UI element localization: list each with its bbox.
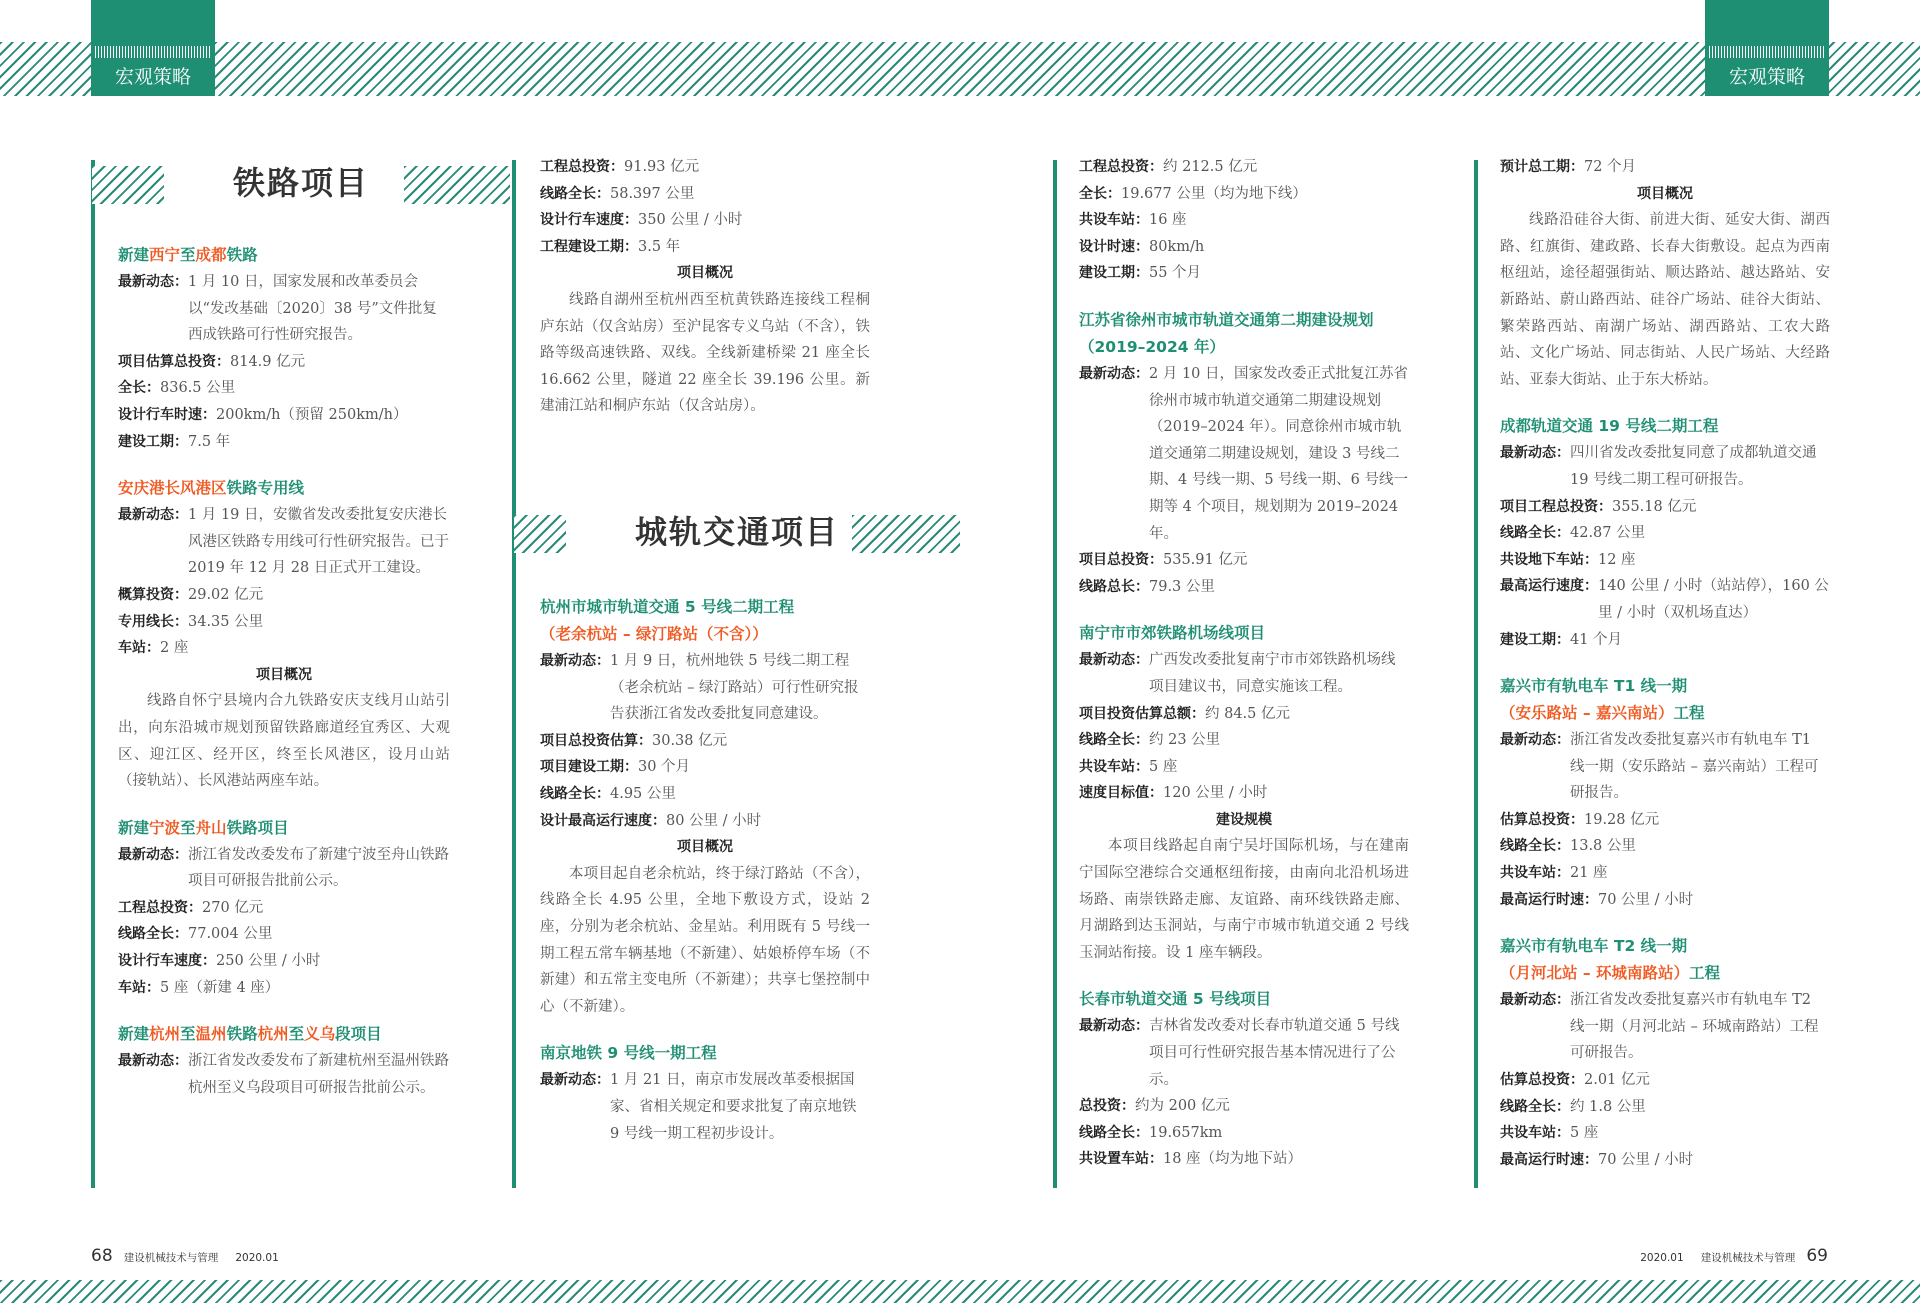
info-value: 浙江省发改委批复嘉兴市有轨电车 T1 线一期（安乐路站 – 嘉兴南站）工程可研报告。 (1570, 732, 1819, 802)
section-tag-left (91, 0, 215, 96)
metro-section-heading (514, 507, 960, 551)
info-label: 项目建设工期： (540, 759, 638, 776)
project-title-part: 西宁 (149, 246, 181, 264)
rail-section-heading (92, 158, 510, 202)
info-row (540, 781, 870, 808)
info-row (118, 842, 450, 895)
info-label: 线路全长： (1079, 732, 1149, 749)
barcode-icon (1709, 46, 1825, 58)
project-title-part: 铁路 (226, 1025, 258, 1044)
project-title (1500, 413, 1830, 440)
info-label: 建设工期： (118, 433, 188, 450)
metro-section-title: 城轨交通项目 (634, 513, 839, 551)
info-value: 30.38 亿元 (652, 732, 728, 749)
info-value: 3.5 年 (638, 238, 681, 255)
info-value: 7.5 年 (188, 433, 231, 450)
info-value: 2.01 亿元 (1584, 1072, 1650, 1089)
info-row (118, 582, 450, 609)
project-title (1079, 986, 1409, 1013)
overview-paragraph: 本项目线路起自南宁吴圩国际机场，与在建南宁国际空港综合交通枢纽衔接，由南向北沿机场进场路、南崇铁路走廊、友谊路、南环线铁路走廊、月湖路到达玉洞站，与南宁市城市轨道交通 2 号线玉洞站衔接。设 1 座车辆段。 (1079, 838, 1409, 961)
project-title-part: （安乐路站 – 嘉兴南站） (1500, 704, 1674, 723)
column-3 (1079, 154, 1409, 1193)
overview-paragraph: 线路自怀宁县境内合九铁路安庆支线月山站引出，向东沿城市规划预留铁路廊道经宜秀区、大观区、迎江区、经开区，终至长风港区，设月山站（接轨站）、长风港站两座车站。 (118, 693, 450, 790)
info-row (1079, 647, 1409, 700)
info-value: 350 公里 / 小时 (638, 212, 743, 229)
info-label: 全长： (118, 380, 160, 397)
barcode-icon (95, 46, 211, 58)
info-value: 5 座 (1570, 1125, 1599, 1142)
project-block (118, 242, 450, 455)
project-title-part: 段项目 (335, 1025, 382, 1044)
overview-paragraph: 本项目起自老余杭站，终于绿汀路站（不含），线路全长 4.95 公里，全地下敷设方式，设站 2 座，分别为老余杭站、金星站。利用既有 5 号线一期工程五常车辆基地（不新建）、姑娘桥停车场（不新建）和五常主变电所（不新建）；共享七堡控制中心（不新建）。 (540, 865, 870, 1015)
column-2-top (540, 154, 870, 440)
info-row (118, 635, 450, 662)
info-value: 1 月 10 日，国家发展和改革委员会以“发改基础〔2020〕38 号”文件批复西成铁路可行性研究报告。 (188, 274, 437, 344)
info-row (1500, 494, 1830, 521)
project-block (540, 154, 870, 420)
info-value: 12 座 (1598, 551, 1636, 568)
info-row (1500, 860, 1830, 887)
footer-stripe (0, 1280, 1920, 1303)
project-block (1500, 933, 1830, 1173)
project-title (540, 594, 870, 648)
project-title-part: 温州 (195, 1025, 227, 1044)
info-row (1079, 780, 1409, 807)
info-label: 最新动态： (1079, 365, 1149, 382)
info-label: 线路全长： (1500, 838, 1570, 855)
project-block (1500, 413, 1830, 653)
info-row (540, 207, 870, 234)
info-value: 58.397 公里 (610, 185, 695, 202)
info-row (540, 181, 870, 208)
info-row (540, 1067, 870, 1147)
info-row (540, 754, 870, 781)
info-value: 34.35 公里 (188, 613, 264, 630)
project-title (118, 815, 450, 842)
info-value: 约 212.5 亿元 (1163, 159, 1258, 175)
info-row (1500, 573, 1830, 626)
info-row (1500, 987, 1830, 1067)
info-value: 29.02 亿元 (188, 586, 264, 603)
info-value: 约 1.8 公里 (1570, 1098, 1646, 1115)
project-title-part: 新建 (118, 1025, 150, 1044)
project-title-part: 义乌 (304, 1025, 336, 1044)
info-row (1500, 547, 1830, 574)
project-title-part: 杭州市城市轨道交通 5 号线二期工程 (540, 598, 795, 616)
info-label: 线路全长： (118, 926, 188, 943)
info-label: 设计行车时速： (118, 406, 216, 423)
info-label: 最高运行时速： (1500, 1151, 1598, 1168)
info-label: 共设车站： (1079, 758, 1149, 775)
info-label: 线路全长： (1079, 1124, 1149, 1141)
info-label: 最新动态： (1079, 652, 1149, 669)
info-value: 42.87 公里 (1570, 525, 1646, 542)
info-row (1079, 234, 1409, 261)
info-label: 项目投资估算总额： (1079, 705, 1205, 722)
info-row (1079, 1120, 1409, 1147)
info-label: 线路全长： (1500, 1098, 1570, 1115)
project-title (118, 475, 450, 502)
project-title-part: 长春市轨道交通 5 号线项目 (1079, 990, 1272, 1009)
info-label: 估算总投资： (1500, 1072, 1584, 1089)
info-label: 最新动态： (118, 507, 188, 524)
info-value: 250 公里 / 小时 (216, 953, 321, 970)
info-row (1079, 727, 1409, 754)
info-label: 最新动态： (118, 846, 188, 863)
project-title-part: 铁路项目 (226, 818, 289, 837)
subheading: 项目概况 (677, 265, 733, 282)
project-title-part: 宁波 (149, 818, 181, 837)
footer-left (91, 1246, 285, 1266)
info-label: 项目工程总投资： (1500, 498, 1612, 515)
info-row (1500, 887, 1830, 914)
column-4 (1500, 154, 1830, 1193)
info-label: 速度目标值： (1079, 785, 1163, 802)
magazine-name: 建设机械技术与管理 (1700, 1252, 1796, 1264)
info-row (118, 375, 450, 402)
info-value: 200km/h（预留 250km/h） (216, 406, 408, 423)
column-rule (512, 160, 516, 1188)
info-row (118, 1048, 450, 1101)
project-block (540, 1040, 870, 1147)
overview-paragraph: 线路沿硅谷大街、前进大街、延安大街、湖西路、红旗街、建政路、长春大街敷设。起点为西南枢纽站，途径超强街站、顺达路站、越达路站、安新路站、蔚山路西站、硅谷广场站、硅谷大街站、繁荣路西站、南湖广场站、湖西路站、工农大路站、文化广场站、同志街站、人民广场站、大经路站、亚泰大街站、止于东大桥站。 (1500, 212, 1830, 388)
section-tag-label: 宏观策略 (1728, 66, 1805, 88)
rail-section-title: 铁路项目 (232, 164, 369, 202)
column-rule (1474, 160, 1478, 1188)
info-label: 共设车站： (1079, 212, 1149, 229)
info-row (1500, 627, 1830, 654)
info-value: 四川省发改委批复同意了成都轨道交通 19 号线二期工程可研报告。 (1570, 445, 1817, 488)
info-label: 共设车站： (1500, 865, 1570, 882)
info-row (118, 975, 450, 1002)
info-value: 70 公里 / 小时 (1598, 1151, 1694, 1168)
project-title (118, 1021, 450, 1048)
info-value: 70 公里 / 小时 (1598, 891, 1694, 908)
project-title-part: 工程 (1689, 964, 1721, 983)
page-number: 68 (91, 1246, 113, 1266)
info-label: 工程建设工期： (540, 238, 638, 255)
info-row (1079, 260, 1409, 287)
info-label: 共设车站： (1500, 1125, 1570, 1142)
info-label: 估算总投资： (1500, 811, 1584, 828)
section-tag-right (1705, 0, 1829, 96)
subheading: 项目概况 (677, 839, 733, 856)
info-value: 814.9 亿元 (230, 353, 306, 370)
info-label: 最新动态： (1500, 992, 1570, 1009)
info-label: 总投资： (1079, 1098, 1135, 1115)
info-value: 16 座 (1149, 212, 1187, 229)
project-title-part: 安庆港长风港区 (118, 479, 227, 498)
info-label: 最新动态： (1079, 1018, 1149, 1035)
info-row (118, 948, 450, 975)
info-label: 设计时速： (1079, 238, 1149, 255)
project-title-part: 南宁市市郊铁路机场线项目 (1079, 624, 1266, 643)
info-label: 全长： (1079, 185, 1121, 202)
project-title-part: 南京地铁 9 号线一期工程 (540, 1044, 717, 1063)
info-value: 836.5 公里 (160, 380, 236, 397)
info-value: 79.3 公里 (1149, 578, 1215, 595)
project-title-part: 杭州 (257, 1025, 289, 1044)
info-label: 最高运行时速： (1500, 891, 1598, 908)
info-label: 工程总投资： (1079, 159, 1163, 175)
info-label: 项目总投资估算： (540, 732, 652, 749)
project-title-part: 工程 (1673, 704, 1705, 723)
info-value: 18 座（均为地下站） (1163, 1151, 1303, 1168)
info-value: 55 个月 (1149, 265, 1202, 282)
info-label: 建设工期： (1079, 265, 1149, 282)
project-title-part: 铁路 (226, 246, 258, 264)
info-row (1079, 754, 1409, 781)
info-row (540, 154, 870, 181)
info-row (540, 648, 870, 728)
info-label: 设计行车速度： (540, 212, 638, 229)
info-row (118, 895, 450, 922)
info-row (1500, 1094, 1830, 1121)
project-title-part: 至 (180, 818, 196, 837)
info-value: 2 座 (160, 640, 189, 657)
info-value: 13.8 公里 (1570, 838, 1636, 855)
info-label: 工程总投资： (118, 899, 202, 916)
project-title (1500, 673, 1830, 727)
info-row (540, 234, 870, 261)
info-row (1500, 440, 1830, 493)
info-value: 1 月 21 日，南京市发展改革委根据国家、省相关规定和要求批复了南京地铁 9 号线一期工程初步设计。 (610, 1072, 857, 1142)
info-value: 120 公里 / 小时 (1163, 785, 1268, 802)
info-label: 工程总投资： (540, 159, 624, 175)
info-label: 设计行车速度： (118, 953, 216, 970)
info-value: 19.28 亿元 (1584, 811, 1660, 828)
info-label: 最新动态： (540, 653, 610, 669)
info-row (1500, 154, 1830, 181)
project-title-part: 成都 (195, 246, 227, 264)
project-title-part: 新建 (118, 246, 150, 264)
project-block (118, 1021, 450, 1101)
info-value: 吉林省发改委对长春市轨道交通 5 号线项目可行性研究报告基本情况进行了公示。 (1149, 1018, 1400, 1088)
column-rule (1053, 160, 1057, 1188)
project-title-part: 江苏省徐州市城市轨道交通第二期建设规划（2019–2024 年） (1079, 310, 1374, 356)
info-value: 1 月 9 日，杭州地铁 5 号线二期工程（老余杭站 – 绿汀路站）可行性研究报告获浙江省发改委批复同意建设。 (610, 653, 859, 723)
project-title-part: 成都轨道交通 19 号线二期工程 (1500, 417, 1719, 436)
info-row (1079, 1093, 1409, 1120)
info-value: 19.657km (1149, 1124, 1223, 1141)
info-value: 80 公里 / 小时 (666, 812, 762, 829)
info-row (118, 921, 450, 948)
info-value: 浙江省发改委批复嘉兴市有轨电车 T2 线一期（月河北站 – 环城南路站）工程可研报告。 (1570, 992, 1819, 1062)
project-title-part: （老余杭站 – 绿汀路站（不含）） (540, 625, 768, 643)
project-block (1079, 307, 1409, 600)
info-value: 约为 200 亿元 (1135, 1098, 1230, 1115)
info-value: 270 亿元 (202, 899, 264, 916)
info-value: 41 个月 (1570, 631, 1623, 648)
project-block (1079, 986, 1409, 1173)
info-value: 约 84.5 亿元 (1205, 705, 1291, 722)
footer-right (1634, 1246, 1828, 1266)
info-value: 77.004 公里 (188, 926, 273, 943)
info-row (540, 808, 870, 835)
project-title (1079, 620, 1409, 647)
info-value: 21 座 (1570, 865, 1608, 882)
info-label: 项目估算总投资： (118, 353, 230, 370)
info-label: 最新动态： (1500, 732, 1570, 749)
info-value: 30 个月 (638, 759, 691, 776)
info-label: 最新动态： (540, 1072, 610, 1089)
info-row (1079, 154, 1409, 181)
project-block (118, 475, 450, 795)
info-value: 5 座（新建 4 座） (160, 979, 280, 996)
subheading: 建设规模 (1216, 811, 1272, 828)
info-label: 概算投资： (118, 586, 188, 603)
section-tag-label: 宏观策略 (114, 66, 191, 88)
project-block (118, 815, 450, 1002)
info-value: 1 月 19 日，安徽省发改委批复安庆港长风港区铁路专用线可行性研究报告。已于 2019 年 12 月 28 日正式开工建设。 (188, 507, 449, 577)
project-title-part: 新建 (118, 818, 150, 837)
project-title (540, 1040, 870, 1067)
project-title-part: 嘉兴市有轨电车 T2 线一期 (1500, 937, 1688, 956)
info-value: 80km/h (1149, 238, 1205, 255)
subheading: 项目概况 (256, 666, 312, 683)
info-label: 项目总投资： (1079, 552, 1163, 569)
project-title-part: 嘉兴市有轨电车 T1 线一期 (1500, 677, 1688, 696)
info-row (1079, 207, 1409, 234)
info-row (118, 502, 450, 582)
info-label: 预计总工期： (1500, 159, 1584, 175)
subheading: 项目概况 (1637, 185, 1693, 202)
info-value: 浙江省发改委发布了新建宁波至舟山铁路项目可研报告批前公示。 (188, 846, 449, 890)
project-title-part: 杭州 (149, 1025, 181, 1044)
info-label: 最新动态： (1500, 445, 1570, 462)
info-label: 共设置车站： (1079, 1151, 1163, 1168)
info-row (118, 609, 450, 636)
info-row (1500, 727, 1830, 807)
project-block (1079, 154, 1409, 287)
info-row (1500, 807, 1830, 834)
project-title-part: 舟山 (195, 818, 227, 837)
column-rule (91, 160, 95, 1188)
info-row (540, 728, 870, 755)
project-title-part: 至 (180, 246, 196, 264)
info-label: 最新动态： (118, 1053, 188, 1070)
info-row (118, 349, 450, 376)
info-label: 车站： (118, 640, 160, 657)
info-label: 线路全长： (1500, 525, 1570, 542)
project-title (1079, 307, 1409, 361)
info-row (1079, 181, 1409, 208)
info-label: 最高运行速度： (1500, 578, 1598, 595)
project-block (1079, 620, 1409, 966)
info-row (1500, 833, 1830, 860)
info-value: 355.18 亿元 (1612, 498, 1697, 515)
header-stripe (0, 42, 1920, 96)
info-label: 共设地下车站： (1500, 551, 1598, 568)
info-label: 专用线长： (118, 613, 188, 630)
project-block (1500, 154, 1830, 393)
info-value: 19.677 公里（均为地下线） (1121, 185, 1307, 202)
info-label: 线路全长： (540, 185, 610, 202)
info-row (118, 402, 450, 429)
project-title (1500, 933, 1830, 987)
project-title-part: 铁路专用线 (226, 479, 305, 498)
column-1 (118, 242, 450, 1121)
info-label: 建设工期： (1500, 631, 1570, 648)
info-value: 广西发改委批复南宁市市郊铁路机场线项目建议书，同意实施该工程。 (1149, 652, 1396, 695)
info-row (118, 429, 450, 456)
info-row (1079, 701, 1409, 728)
info-value: 140 公里 / 小时（站站停），160 公里 / 小时（双机场直达） (1598, 578, 1829, 621)
project-title-part: 至 (180, 1025, 196, 1044)
info-value: 浙江省发改委发布了新建杭州至温州铁路杭州至义乌段项目可研报告批前公示。 (188, 1053, 449, 1096)
info-row (1079, 1146, 1409, 1173)
info-value: 4.95 公里 (610, 785, 676, 802)
project-block (1500, 673, 1830, 913)
project-title-part: （月河北站 – 环城南路站） (1500, 964, 1690, 983)
info-row (1500, 1067, 1830, 1094)
issue: 2020.01 (1640, 1252, 1684, 1264)
info-row (1079, 574, 1409, 601)
info-label: 车站： (118, 979, 160, 996)
info-row (1079, 361, 1409, 547)
info-label: 线路总长： (1079, 578, 1149, 595)
info-row (1500, 1120, 1830, 1147)
info-row (1079, 547, 1409, 574)
info-value: 535.91 亿元 (1163, 552, 1248, 569)
info-value: 91.93 亿元 (624, 159, 700, 175)
info-label: 设计最高运行速度： (540, 812, 666, 829)
project-block (540, 594, 870, 1020)
magazine-name: 建设机械技术与管理 (123, 1252, 219, 1264)
info-value: 5 座 (1149, 758, 1178, 775)
project-title-part: 至 (288, 1025, 305, 1044)
info-row (1079, 1013, 1409, 1093)
project-title (118, 242, 450, 269)
info-label: 最新动态： (118, 274, 188, 290)
info-value: 72 个月 (1584, 159, 1637, 175)
info-value: 约 23 公里 (1149, 732, 1221, 749)
overview-paragraph: 线路自湖州至杭州西至杭黄铁路连接线工程桐庐东站（仅含站房）至沪昆客专义乌站（不含），铁路等级高速铁路、双线。全线新建桥梁 21 座全长 16.662 公里，隧道 22 座全长 39.196 公里。新建浦江站和桐庐东站（仅含站房）。 (540, 291, 870, 415)
column-2-bottom (540, 594, 870, 1167)
info-value: 2 月 10 日，国家发改委正式批复江苏省徐州市城市轨道交通第二期建设规划（2019–2024 年）。同意徐州市城市轨道交通第二期建设规划，建设 3 号线二期、4 号线一期、5 号线一期、6 号线一期等 4 个项目，规划期为 2019–2024 年。 (1149, 365, 1409, 542)
info-label: 线路全长： (540, 785, 610, 802)
info-row (1500, 1147, 1830, 1174)
info-row (118, 269, 450, 349)
info-row (1500, 520, 1830, 547)
issue: 2020.01 (235, 1252, 279, 1264)
page-number: 69 (1806, 1246, 1828, 1266)
